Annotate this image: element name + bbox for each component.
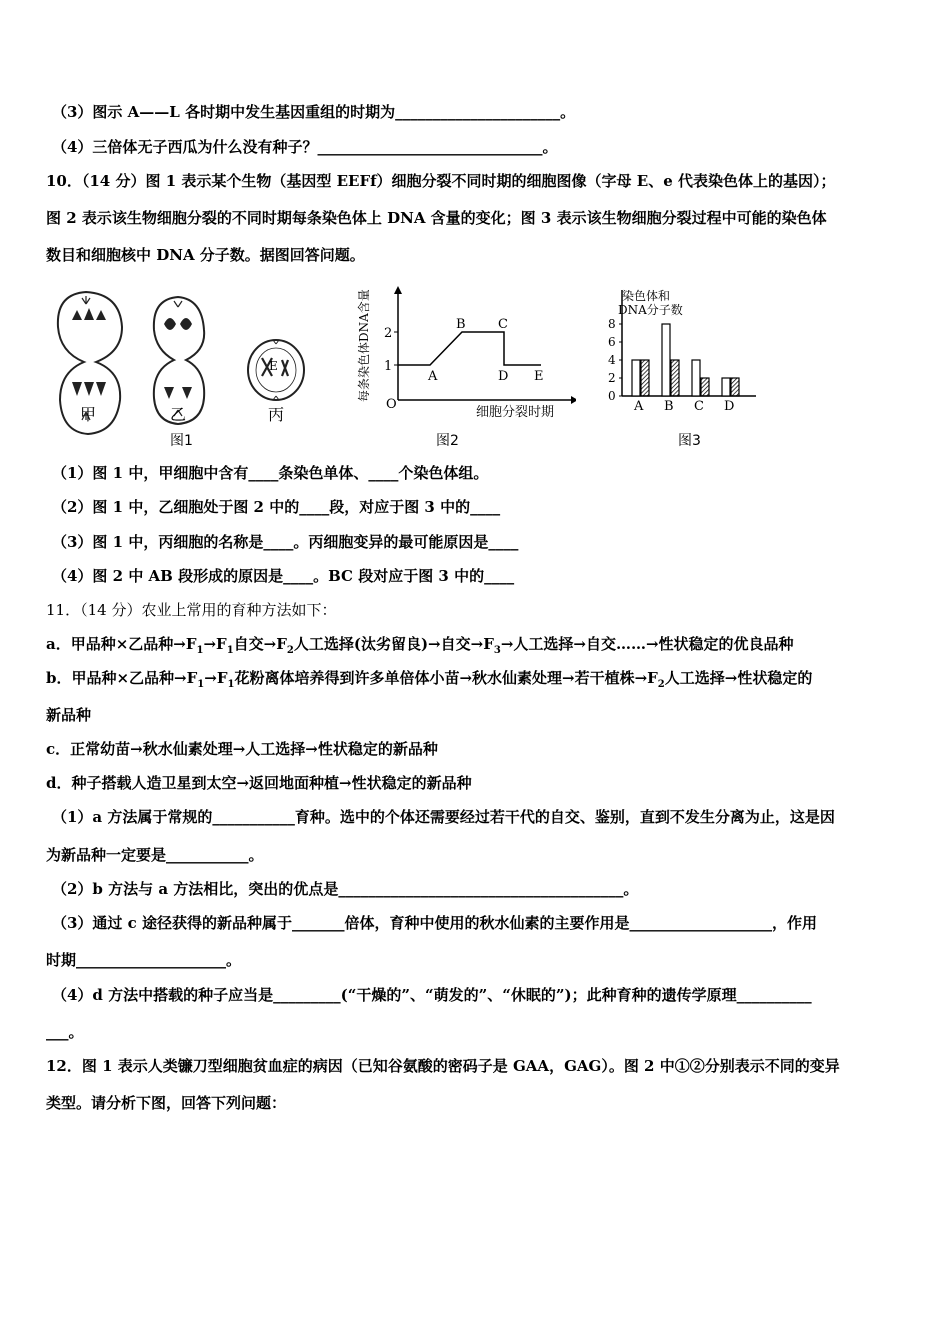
fig3-ytick-label: 4 [608,353,616,367]
fig3-bar-D-dna [731,378,739,396]
cell-label-bing: 丙 [268,405,285,424]
fig2-point-c: C [498,317,508,332]
fig3-category-C: C [694,399,704,414]
fig3-ytick-label: 0 [608,389,616,403]
gene-e-label: E [269,359,278,373]
fig3-category-D: D [724,399,735,414]
fig3-ylabel-2: DNA分子数 [618,303,683,317]
q12-intro-1: 12．图 1 表示人类镰刀型细胞贫血症的病因（已知谷氨酸的密码子是 GAA，GAG）。图 2 中①②分别表示不同的变异 [46,1057,840,1075]
fig3-ytick-label: 2 [608,371,616,385]
fig3-bar-C-chromosome [692,360,700,396]
fig3-category-B: B [664,399,674,414]
q10-sub1: （1）图 1 中，甲细胞中含有____条染色单体、____个染色体组。 [52,464,489,482]
q11-method-a: a．甲品种×乙品种$\to F_1\to F_1$自交$\to F_2$人工选择(汰劣留良)→自交$\to F_3\to$人工选择→自交……→性状稳定的优良品种 [46,635,794,656]
fig2-dna-curve [398,332,541,365]
q11-method-b: b．甲品种×乙品种$\to F_1\to F_1$花粉离体培养得到许多单倍体小苗→秋水仙素处理→若干植株$\to F_2$人工选择→性状稳定的 [46,669,813,690]
fig2-point-a: A [428,369,438,384]
q10-intro-2: 图 2 表示该生物细胞分裂的不同时期每条染色体上 DNA 含量的变化；图 3 表示该生物细胞分裂过程中可能的染色体 [46,209,827,227]
fig2-x-label: 细胞分裂时期 [476,405,555,420]
fig3-bar-chart [606,288,786,428]
fig2-point-e: E [534,369,544,384]
fig2-ytick-1: 1 [384,359,393,374]
q10-intro-1: 10．（14 分）图 1 表示某个生物（基因型 EEFf）细胞分裂不同时期的细胞图像（字母 E、e 代表染色体上的基因）； [46,172,836,190]
q10-sub2: （2）图 1 中，乙细胞处于图 2 中的____段，对应于图 3 中的____ [52,498,501,516]
q11-sub3-line2: 时期____________________。 [46,951,242,969]
fig2-line-graph [346,282,576,432]
q11-method-c: c．正常幼苗→秋水仙素处理→人工选择→性状稳定的新品种 [46,740,438,758]
q9-sub3: （3）图示 A——L 各时期中发生基因重组的时期为______________________。 [52,103,576,121]
fig2-y-label: 每条染色体DNA含量 [357,289,371,402]
fig3-bar-A-dna [641,360,649,396]
q11-method-b-cont: 新品种 [46,706,92,724]
fig3-caption: 图3 [678,433,701,449]
q11-sub2: （2）b 方法与 a 方法相比，突出的优点是______________________________________。 [52,880,639,898]
fig3-bar-A-chromosome [632,360,640,396]
q11-intro: 11．（14 分）农业上常用的育种方法如下： [46,601,337,619]
q9-sub4: （4）三倍体无子西瓜为什么没有种子？______________________________。 [52,138,558,156]
cell-label-jia: 甲 [80,405,97,424]
q11-sub4-line2: ___。 [46,1023,84,1041]
fig3-ytick-label: 8 [608,317,616,331]
fig2-point-b: B [456,317,466,332]
cell-label-yi: 乙 [170,405,187,424]
fig2-caption: 图2 [436,433,459,449]
q11-sub1-line2: 为新品种一定要是___________。 [46,846,264,864]
q11-sub1-line1: （1）a 方法属于常规的___________育种。选中的个体还需要经过若干代的自交、鉴别，直到不发生分离为止，这是因 [52,808,835,826]
fig2-ytick-2: 2 [384,326,393,341]
fig3-bar-B-dna [671,360,679,396]
fig2-origin: O [386,397,397,412]
q10-intro-3: 数目和细胞核中 DNA 分子数。据图回答问题。 [46,246,365,264]
q10-sub3: （3）图 1 中，丙细胞的名称是____。丙细胞变异的最可能原因是____ [52,533,519,551]
fig3-ytick-label: 6 [608,335,616,349]
fig3-ylabel-1: 染色体和 [622,289,671,303]
q10-figures [46,282,786,452]
fig1-caption: 图1 [170,433,193,449]
q11-method-d: d．种子搭载人造卫星到太空→返回地面种植→性状稳定的新品种 [46,774,472,792]
fig3-bar-B-chromosome [662,324,670,396]
q12-intro-2: 类型。请分析下图，回答下列问题： [46,1094,287,1112]
q10-sub4: （4）图 2 中 AB 段形成的原因是____。BC 段对应于图 3 中的____ [52,567,515,585]
q11-sub4-line1: （4）d 方法中搭载的种子应当是_________(“干燥的”、“萌发的”、“休眠的”)；此种育种的遗传学原理__________ [52,986,812,1004]
fig2-point-d: D [498,369,509,384]
q11-sub3-line1: （3）通过 c 途径获得的新品种属于_______倍体，育种中使用的秋水仙素的主要作用是___________________，作用 [52,914,818,932]
fig3-category-A: A [634,399,644,414]
fig3-bar-C-dna [701,378,709,396]
fig1-cell-images [46,282,306,452]
fig3-bar-D-chromosome [722,378,730,396]
